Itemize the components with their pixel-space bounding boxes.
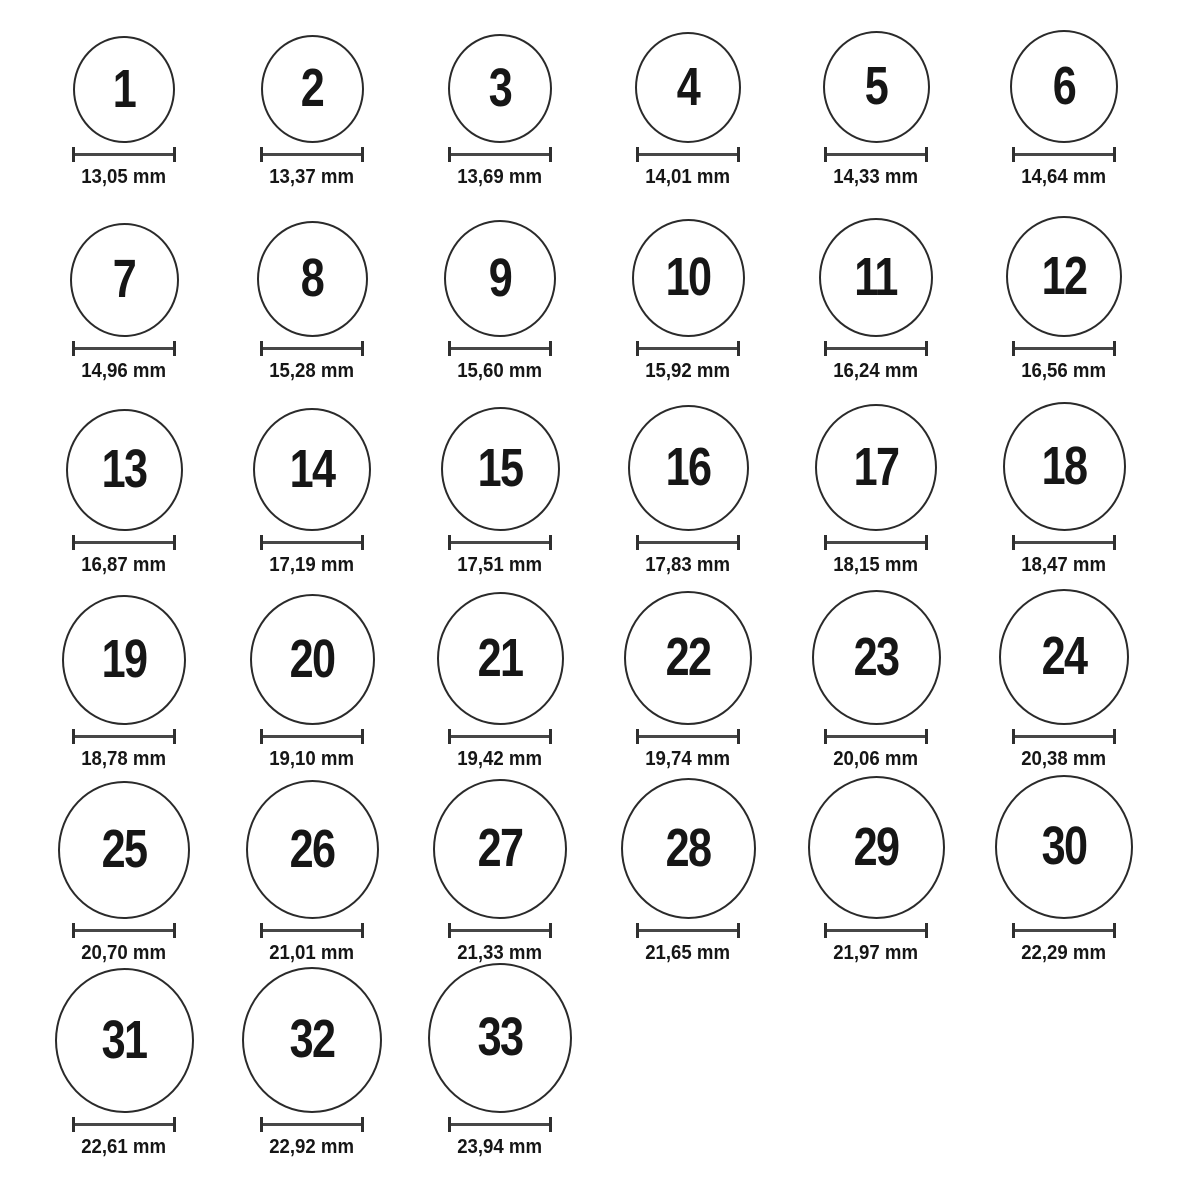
diameter-measure-bar <box>75 153 173 156</box>
ring-cell <box>30 584 218 778</box>
ring-size-number: 13 <box>101 439 147 499</box>
ring-size-number: 18 <box>1041 435 1087 496</box>
ring-size-number: 10 <box>665 247 711 307</box>
diameter-label: 20,38 mm <box>1021 748 1107 770</box>
diameter-measure-line <box>260 923 364 938</box>
ring-circle <box>253 408 371 531</box>
diameter-measure-bar <box>827 153 925 156</box>
ring-size-number: 8 <box>300 248 324 308</box>
ring-circle <box>823 31 930 143</box>
ring-cell <box>406 972 594 1166</box>
chart-row <box>30 196 1158 390</box>
diameter-measure-line <box>636 729 740 744</box>
ring-size-number: 32 <box>289 1009 335 1069</box>
diameter-label: 22,29 mm <box>1021 942 1107 964</box>
diameter-measure-bar <box>451 347 549 350</box>
diameter-measure-bar <box>639 929 737 932</box>
diameter-measure-line <box>1012 729 1116 744</box>
ring-circle <box>819 218 933 337</box>
diameter-measure-line <box>72 147 176 162</box>
ring-cell <box>218 778 406 972</box>
diameter-measure-bar <box>1015 153 1113 156</box>
diameter-label: 18,78 mm <box>81 748 167 770</box>
diameter-measure-bar <box>639 735 737 738</box>
ring-cell <box>594 2 782 196</box>
ring-size-number: 6 <box>1052 55 1076 116</box>
ring-size-number: 22 <box>665 627 711 687</box>
ring-circle <box>444 220 556 337</box>
ring-circle <box>437 592 564 725</box>
ring-cell <box>970 584 1158 778</box>
ring-cell <box>970 196 1158 390</box>
ring-circle <box>448 34 552 143</box>
diameter-label: 19,10 mm <box>269 748 355 770</box>
ring-circle <box>635 32 741 143</box>
diameter-measure-bar <box>1015 541 1113 544</box>
diameter-measure-bar <box>263 735 361 738</box>
diameter-measure-line <box>260 147 364 162</box>
diameter-measure-bar <box>451 929 549 932</box>
diameter-label: 23,94 mm <box>457 1136 543 1158</box>
diameter-label: 22,61 mm <box>81 1136 167 1158</box>
diameter-measure-bar <box>263 1123 361 1126</box>
ring-size-number: 21 <box>477 627 523 688</box>
diameter-label: 15,60 mm <box>457 360 543 382</box>
ring-size-number: 2 <box>300 58 324 118</box>
ring-size-number: 4 <box>676 56 700 117</box>
ring-cell <box>30 778 218 972</box>
ring-size-number: 1 <box>112 58 136 119</box>
diameter-measure-bar <box>75 541 173 544</box>
diameter-measure-bar <box>1015 347 1113 350</box>
diameter-measure-bar <box>639 347 737 350</box>
diameter-measure-line <box>448 923 552 938</box>
diameter-label: 13,69 mm <box>457 166 543 188</box>
chart-row <box>30 972 1158 1166</box>
diameter-measure-line <box>636 147 740 162</box>
chart-row <box>30 778 1158 972</box>
ring-circle <box>246 780 379 919</box>
ring-cell <box>406 2 594 196</box>
diameter-label: 15,28 mm <box>269 360 355 382</box>
ring-cell <box>218 972 406 1166</box>
diameter-measure-bar <box>75 929 173 932</box>
ring-cell <box>30 2 218 196</box>
diameter-measure-line <box>1012 535 1116 550</box>
diameter-label: 16,56 mm <box>1021 360 1107 382</box>
diameter-label: 16,24 mm <box>833 360 919 382</box>
diameter-measure-line <box>448 535 552 550</box>
ring-circle <box>62 595 186 725</box>
ring-circle <box>812 590 941 725</box>
diameter-measure-bar <box>827 929 925 932</box>
ring-size-number: 28 <box>665 817 711 878</box>
ring-size-number: 7 <box>112 249 136 309</box>
diameter-measure-line <box>1012 341 1116 356</box>
diameter-measure-bar <box>263 929 361 932</box>
ring-circle <box>73 36 175 143</box>
ring-cell <box>406 196 594 390</box>
ring-size-number: 19 <box>101 629 147 689</box>
ring-size-number: 31 <box>101 1009 147 1070</box>
diameter-measure-bar <box>1015 929 1113 932</box>
ring-circle <box>632 219 745 337</box>
ring-cell <box>30 196 218 390</box>
ring-circle <box>66 409 183 531</box>
ring-circle <box>250 594 375 725</box>
ring-size-chart <box>30 0 1158 1166</box>
diameter-label: 22,92 mm <box>269 1136 355 1158</box>
diameter-measure-bar <box>827 347 925 350</box>
ring-size-number: 15 <box>477 438 523 498</box>
diameter-label: 14,01 mm <box>645 166 731 188</box>
ring-cell <box>30 972 218 1166</box>
diameter-label: 18,47 mm <box>1021 554 1107 576</box>
diameter-label: 20,70 mm <box>81 942 167 964</box>
ring-circle <box>628 405 749 531</box>
ring-cell <box>406 778 594 972</box>
ring-cell <box>594 390 782 584</box>
diameter-label: 17,51 mm <box>457 554 543 576</box>
diameter-measure-bar <box>263 153 361 156</box>
ring-cell <box>218 584 406 778</box>
diameter-measure-line <box>824 923 928 938</box>
chart-row <box>30 584 1158 778</box>
ring-size-number: 23 <box>853 626 899 687</box>
diameter-label: 19,74 mm <box>645 748 731 770</box>
ring-size-number: 27 <box>477 818 523 878</box>
ring-size-number: 9 <box>488 247 512 308</box>
ring-circle <box>1006 216 1122 337</box>
diameter-measure-bar <box>263 541 361 544</box>
ring-size-number: 30 <box>1041 816 1087 876</box>
diameter-measure-bar <box>451 735 549 738</box>
diameter-measure-line <box>824 535 928 550</box>
ring-cell <box>406 584 594 778</box>
ring-size-number: 16 <box>665 437 711 497</box>
diameter-measure-line <box>1012 147 1116 162</box>
diameter-measure-bar <box>75 735 173 738</box>
diameter-measure-line <box>448 341 552 356</box>
diameter-measure-line <box>824 729 928 744</box>
diameter-label: 18,15 mm <box>833 554 919 576</box>
ring-cell <box>782 584 970 778</box>
diameter-measure-line <box>72 535 176 550</box>
diameter-measure-line <box>824 147 928 162</box>
ring-cell <box>782 2 970 196</box>
ring-circle <box>808 776 945 919</box>
diameter-measure-bar <box>263 347 361 350</box>
diameter-measure-bar <box>827 541 925 544</box>
ring-circle <box>995 775 1133 919</box>
chart-row <box>30 2 1158 196</box>
diameter-measure-bar <box>1015 735 1113 738</box>
diameter-measure-line <box>260 535 364 550</box>
ring-size-number: 24 <box>1041 626 1087 686</box>
ring-circle <box>624 591 752 725</box>
diameter-measure-line <box>448 147 552 162</box>
diameter-measure-bar <box>451 153 549 156</box>
diameter-measure-line <box>72 729 176 744</box>
diameter-measure-line <box>636 341 740 356</box>
ring-circle <box>1003 402 1126 531</box>
ring-cell <box>594 778 782 972</box>
diameter-measure-line <box>636 535 740 550</box>
ring-cell <box>218 2 406 196</box>
ring-circle <box>999 589 1129 725</box>
ring-circle <box>433 779 567 919</box>
ring-cell <box>218 390 406 584</box>
diameter-label: 21,97 mm <box>833 942 919 964</box>
ring-size-number: 20 <box>289 628 335 689</box>
diameter-measure-line <box>636 923 740 938</box>
diameter-label: 21,65 mm <box>645 942 731 964</box>
ring-cell <box>970 778 1158 972</box>
ring-cell <box>782 196 970 390</box>
diameter-label: 17,19 mm <box>269 554 355 576</box>
diameter-measure-line <box>72 923 176 938</box>
diameter-label: 20,06 mm <box>833 748 919 770</box>
ring-circle <box>1010 30 1118 143</box>
diameter-measure-bar <box>75 1123 173 1126</box>
diameter-label: 16,87 mm <box>81 554 167 576</box>
ring-size-number: 14 <box>289 438 335 499</box>
ring-size-number: 25 <box>101 819 147 879</box>
ring-size-number: 29 <box>853 816 899 877</box>
diameter-label: 21,33 mm <box>457 942 543 964</box>
diameter-measure-bar <box>827 735 925 738</box>
ring-cell <box>782 778 970 972</box>
diameter-measure-line <box>448 1117 552 1132</box>
chart-row <box>30 390 1158 584</box>
diameter-measure-line <box>260 341 364 356</box>
ring-size-number: 3 <box>488 57 512 118</box>
diameter-label: 14,96 mm <box>81 360 167 382</box>
ring-circle <box>55 968 194 1113</box>
ring-size-number: 12 <box>1041 245 1087 306</box>
ring-cell <box>30 390 218 584</box>
ring-circle <box>70 223 179 337</box>
diameter-label: 21,01 mm <box>269 942 355 964</box>
ring-circle <box>261 35 364 143</box>
diameter-label: 13,05 mm <box>81 166 167 188</box>
diameter-measure-line <box>260 1117 364 1132</box>
ring-cell <box>782 390 970 584</box>
ring-size-number: 11 <box>854 246 898 307</box>
diameter-measure-line <box>72 1117 176 1132</box>
ring-circle <box>428 963 572 1113</box>
ring-circle <box>257 221 368 337</box>
diameter-measure-bar <box>75 347 173 350</box>
diameter-measure-bar <box>451 1123 549 1126</box>
diameter-measure-bar <box>639 541 737 544</box>
ring-cell <box>970 2 1158 196</box>
ring-size-number: 33 <box>477 1007 523 1067</box>
ring-circle <box>58 781 190 919</box>
ring-cell <box>970 390 1158 584</box>
ring-size-number: 26 <box>289 818 335 879</box>
ring-circle <box>621 778 756 919</box>
diameter-label: 14,64 mm <box>1021 166 1107 188</box>
ring-size-number: 17 <box>853 436 899 497</box>
ring-circle <box>815 404 937 531</box>
diameter-measure-bar <box>451 541 549 544</box>
diameter-label: 15,92 mm <box>645 360 731 382</box>
diameter-measure-bar <box>639 153 737 156</box>
diameter-measure-line <box>824 341 928 356</box>
ring-cell <box>594 196 782 390</box>
diameter-measure-line <box>1012 923 1116 938</box>
ring-size-number: 5 <box>864 56 888 116</box>
diameter-measure-line <box>448 729 552 744</box>
diameter-label: 14,33 mm <box>833 166 919 188</box>
diameter-label: 19,42 mm <box>457 748 543 770</box>
diameter-measure-line <box>260 729 364 744</box>
diameter-measure-line <box>72 341 176 356</box>
ring-cell <box>594 584 782 778</box>
diameter-label: 17,83 mm <box>645 554 731 576</box>
ring-cell <box>406 390 594 584</box>
diameter-label: 13,37 mm <box>269 166 355 188</box>
ring-circle <box>441 407 560 531</box>
ring-cell <box>218 196 406 390</box>
ring-circle <box>242 967 382 1113</box>
